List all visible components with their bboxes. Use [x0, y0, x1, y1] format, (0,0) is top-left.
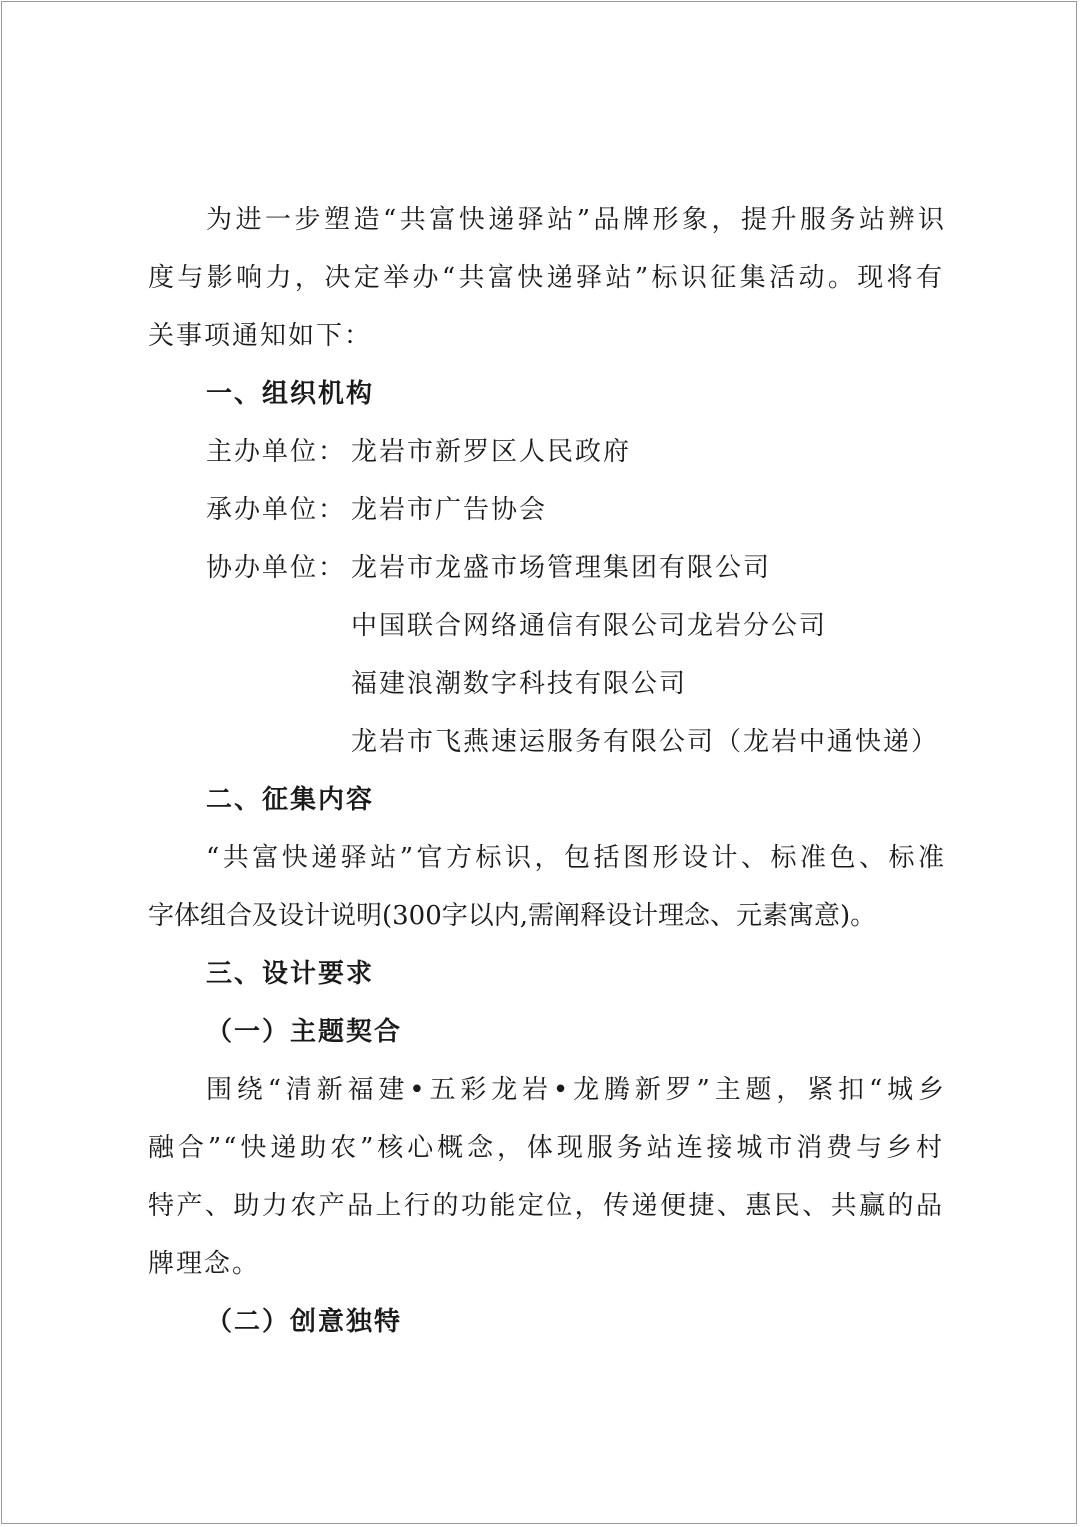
subsection-1-line-1: 围绕“清新福建•五彩龙岩•龙腾新罗”主题，紧扣“城乡: [206, 1075, 946, 1105]
section-2-line-2: 字体组合及设计说明(300字以内,需阐释设计理念、元素寓意)。: [148, 901, 877, 931]
document-page: [1, 1, 1077, 1524]
coorganizer-label: 协办单位：: [206, 553, 347, 583]
subsection-1-title: （一）主题契合: [206, 1017, 403, 1047]
host-label: 主办单位：: [206, 437, 347, 467]
section-2-line-1: “共富快递驿站”官方标识，包括图形设计、标准色、标准: [206, 843, 946, 873]
subsection-1-line-3: 特产、助力农产品上行的功能定位，传递便捷、惠民、共赢的品: [148, 1191, 944, 1221]
host-value: 龙岩市新罗区人民政府: [351, 437, 632, 467]
section-1-title: 一、组织机构: [206, 379, 375, 409]
coorganizer-item-3: 福建浪潮数字科技有限公司: [351, 669, 688, 699]
section-3-title: 三、设计要求: [206, 959, 375, 989]
intro-line-2: 度与影响力，决定举办“共富快递驿站”标识征集活动。现将有: [148, 263, 944, 293]
intro-line-1: 为进一步塑造“共富快递驿站”品牌形象，提升服务站辨识: [206, 205, 946, 235]
document-content: [2, 2, 1076, 1523]
coorganizer-item-1: 龙岩市龙盛市场管理集团有限公司: [351, 553, 772, 583]
section-2-title: 二、征集内容: [206, 785, 375, 815]
subsection-2-title: （二）创意独特: [206, 1307, 403, 1337]
subsection-1-line-4: 牌理念。: [148, 1249, 261, 1279]
subsection-1-line-2: 融合”“快递助农”核心概念，体现服务站连接城市消费与乡村: [148, 1133, 944, 1163]
organizer-value: 龙岩市广告协会: [351, 495, 548, 525]
coorganizer-item-4: 龙岩市飞燕速运服务有限公司（龙岩中通快递）: [351, 727, 940, 757]
organizer-label: 承办单位：: [206, 495, 347, 525]
coorganizer-item-2: 中国联合网络通信有限公司龙岩分公司: [351, 611, 828, 641]
intro-line-3: 关事项通知如下：: [148, 321, 373, 351]
